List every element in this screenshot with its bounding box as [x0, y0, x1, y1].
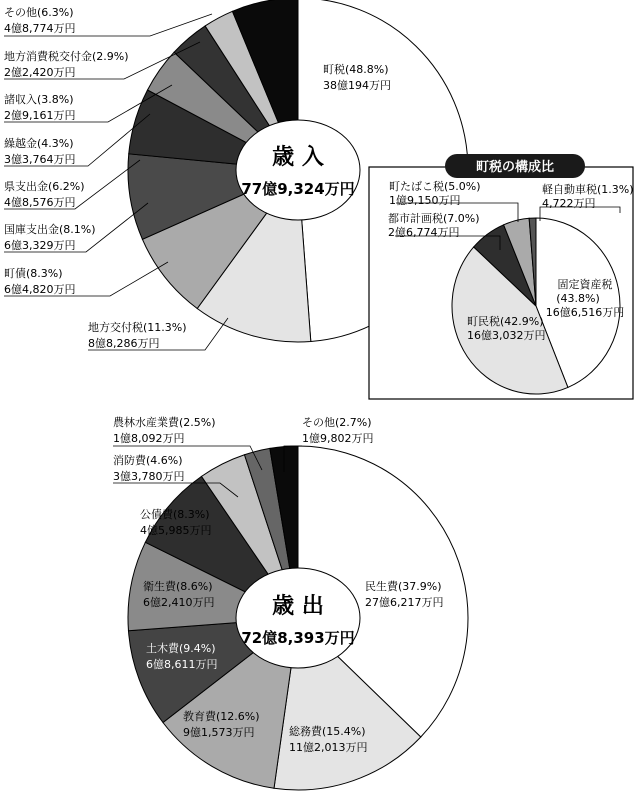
svg-text:27億6,217万円: 27億6,217万円 — [365, 596, 444, 609]
rev-label-ken — [4, 179, 85, 209]
svg-text:2億2,420万円: 2億2,420万円 — [4, 66, 76, 79]
revenue-center-circle — [236, 120, 360, 220]
tax-label-chomin — [467, 315, 546, 342]
svg-text:11億2,013万円: 11億2,013万円 — [289, 741, 368, 754]
svg-text:4億5,985万円: 4億5,985万円 — [140, 524, 212, 537]
svg-text:6億4,820万円: 6億4,820万円 — [4, 283, 76, 296]
exp-label-norin — [113, 415, 216, 445]
rev-label-shohizei — [4, 49, 129, 79]
svg-text:6億8,611万円: 6億8,611万円 — [146, 658, 218, 671]
svg-text:3億3,764万円: 3億3,764万円 — [4, 153, 76, 166]
rev-label-kurikoshi — [4, 136, 76, 166]
svg-text:町たばこ税(5.0%): 町たばこ税(5.0%) — [389, 180, 481, 193]
svg-text:1億9,150万円: 1億9,150万円 — [389, 194, 461, 207]
expenditure-center-title: 歳 出 — [272, 594, 324, 619]
svg-text:3億3,780万円: 3億3,780万円 — [113, 470, 185, 483]
svg-text:軽自動車税(1.3%): 軽自動車税(1.3%) — [542, 183, 634, 196]
svg-text:町債(8.3%): 町債(8.3%) — [4, 267, 63, 280]
svg-text:6億2,410万円: 6億2,410万円 — [143, 596, 215, 609]
svg-text:教育費(12.6%): 教育費(12.6%) — [183, 710, 260, 723]
svg-text:繰越金(4.3%): 繰越金(4.3%) — [4, 137, 74, 150]
svg-text:16億3,032万円: 16億3,032万円 — [467, 329, 546, 342]
revenue-center-total: 77億9,324万円 — [241, 180, 355, 198]
expenditure-center-total: 72億8,393万円 — [241, 629, 355, 647]
svg-text:公債費(8.3%): 公債費(8.3%) — [140, 508, 210, 521]
svg-text:国庫支出金(8.1%): 国庫支出金(8.1%) — [4, 223, 96, 236]
svg-text:(43.8%): (43.8%) — [556, 292, 600, 305]
svg-text:4億8,774万円: 4億8,774万円 — [4, 22, 76, 35]
inset-title: 町税の構成比 — [475, 160, 555, 175]
svg-text:9億1,573万円: 9億1,573万円 — [183, 726, 255, 739]
svg-text:固定資産税: 固定資産税 — [557, 278, 613, 291]
svg-text:県支出金(6.2%): 県支出金(6.2%) — [4, 180, 85, 193]
svg-text:農林水産業費(2.5%): 農林水産業費(2.5%) — [113, 416, 216, 429]
revenue-center-title: 歳 入 — [272, 145, 324, 170]
svg-text:4,722万円: 4,722万円 — [542, 197, 596, 210]
svg-text:6億3,329万円: 6億3,329万円 — [4, 239, 76, 252]
svg-text:2億9,161万円: 2億9,161万円 — [4, 109, 76, 122]
svg-text:諸収入(3.8%): 諸収入(3.8%) — [4, 93, 74, 106]
svg-text:衛生費(8.6%): 衛生費(8.6%) — [143, 580, 213, 593]
rev-label-kofuzei — [88, 320, 187, 350]
rev-label-kokko — [4, 222, 96, 252]
svg-text:1億9,802万円: 1億9,802万円 — [302, 432, 374, 445]
svg-text:8億8,286万円: 8億8,286万円 — [88, 337, 160, 350]
rev-label-sonota — [4, 5, 76, 35]
svg-text:地方交付税(11.3%): 地方交付税(11.3%) — [88, 321, 187, 334]
svg-text:38億194万円: 38億194万円 — [323, 79, 391, 92]
rev-label-shoshunyu — [4, 92, 76, 122]
svg-text:総務費(15.4%): 総務費(15.4%) — [289, 725, 366, 738]
rev-label-chosai — [4, 266, 76, 296]
svg-text:民生費(37.9%): 民生費(37.9%) — [365, 580, 442, 593]
svg-text:その他(6.3%): その他(6.3%) — [4, 6, 74, 19]
svg-text:その他(2.7%): その他(2.7%) — [302, 416, 372, 429]
svg-text:1億8,092万円: 1億8,092万円 — [113, 432, 185, 445]
svg-text:消防費(4.6%): 消防費(4.6%) — [113, 454, 183, 467]
svg-text:土木費(9.4%): 土木費(9.4%) — [146, 642, 216, 655]
svg-text:町税(48.8%): 町税(48.8%) — [323, 63, 389, 76]
exp-label-shobo — [113, 453, 185, 483]
exp-label-sonota — [302, 415, 374, 445]
svg-text:4億8,576万円: 4億8,576万円 — [4, 196, 76, 209]
svg-text:16億6,516万円: 16億6,516万円 — [545, 306, 625, 319]
svg-text:地方消費税交付金(2.9%): 地方消費税交付金(2.9%) — [4, 50, 129, 63]
svg-text:2億6,774万円: 2億6,774万円 — [388, 226, 460, 239]
svg-text:都市計画税(7.0%): 都市計画税(7.0%) — [388, 212, 480, 225]
svg-text:町民税(42.9%): 町民税(42.9%) — [467, 315, 544, 328]
